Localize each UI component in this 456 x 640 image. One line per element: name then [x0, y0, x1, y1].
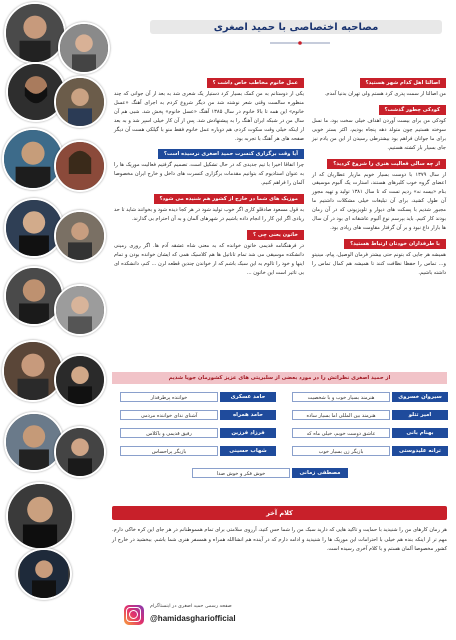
qa-abroad: [114, 192, 304, 224]
question-heading: اصالتا اهل کدام شهر هستید؟: [360, 78, 446, 88]
celebrity-opinion: هنرمند بسیار خوب و با شخصیت: [292, 392, 390, 402]
photo-column: [0, 0, 108, 595]
celebrity-opinion: آشنای ندای خواننده مردمی: [120, 410, 218, 420]
portrait-photo-1: [4, 2, 66, 64]
portrait-photo-14: [54, 426, 106, 478]
qa-origin: [312, 76, 446, 99]
qa-career-start: [312, 157, 446, 233]
portrait-photo-10: [54, 284, 106, 336]
answer-text: از سال ۱۳۷۹ با دوست بسیار خوبم مازیار عطاریان که از اعضای گروه خوب کلبرهای هستند، استارت یک آلبوم موسیقی بنام «بیسه نه» زدیم تست که تا سال ۱۳۸۱ تولید و تهیه مجوز آن طول کشید، برای آن تبلیغات خیلی مشکلات داشتیم ما مجبور شدیم با پسکت های دیوار و تلویزیونی که در آن زمان بودند کار کنیم. باید بپرسم نوع آلبوم عاشقانه ای بود در آن سال ها بازار داغ نبود و بر آن گرفتار مقاومت های زیادی بود.: [312, 171, 447, 231]
answer-text: چرا اتفاقا اخیرا با تیم جدیدی که در حال تشکیل است، تصمیم گرفتیم فعالیت موزیک ها را به عنوان استادیوم که بتوانیم مقدمات برگزاری کنسرت های داخل و خارج ایران مخصوصا آلمان را فراهم کنیم.: [114, 162, 304, 187]
celebrity-opinion: هنرمند بین المللی اما بسیار ساده: [292, 410, 390, 420]
portrait-photo-12: [54, 354, 106, 406]
question-heading: عمل خانوم مخاطب خاص داشت ؟: [207, 78, 304, 88]
question-heading: از چه سالی فعالیت هنری را شروع کردید؟: [327, 159, 446, 169]
celebrity-opinion: رفیق قدیمی و باکلاس: [120, 428, 218, 438]
answer-text: به قول مسعود صادقلو کاری اگر خوب تولید شود در هر کجا دیده شود و بخوانند شاید تا حد زیادی اگر این کار را انجام داده باشیم در شهرهای آلمان و به آن احترام بی گذارند.: [114, 207, 304, 223]
answer-text: یکی از دوستانم به من کمک بسیار کرد دستیار یک شعری شد به بعد از آن جوانی که چند منظوره سالست وقتی شعر نوشته شد من دیگر شروع کردم به اجرای آهنگ «عسل خانوم» این همه تا بالا خانوم در سال ۱۳۸۵ آهنگ «عسل خانوم» پخش شد. شبی هم آن سال من در شبکه ایران آهنگ را به پیشنهادش شد. پس از آن کار خیلی اسپر شد و به بعد از اینکه خیلی وقت سکوت کردم، هم دوباره عمل خانوم فقط منو با گیلکی هست آن دیگر صفحه های هر آهنگ با تجربه بود.: [114, 91, 304, 142]
title-ornament: [270, 40, 330, 46]
celebrity-opinion: خوش فکر و خوش صدا: [192, 468, 290, 478]
qa-fans: [312, 237, 446, 278]
qa-khatoon: [114, 228, 304, 278]
instagram-icon: [124, 605, 144, 625]
celebrity-name: حامد همراه: [220, 410, 276, 420]
question-heading: آیا وقت برگزاری کنسرت حمید اصغری نرسیده است؟: [158, 149, 304, 159]
portrait-photo-6: [54, 140, 106, 192]
question-heading: موزیک های شما در خارج از کشور هم شنیده می شود؟: [154, 194, 305, 204]
answer-text: در فرهنگنامه قدیمی خاتون خوانده که به معنی شاه عشقه آدم ها. اگر روزی زمینی دانشکده موسیقی می شد تمام تاناتیل ها هم کلاسیک همی که ایشان خوانده بودن و تمام اینها و خود را تالوم به این سبک باشم که از خواندن چندین قطعه لرن ... کنم، دانشکده ای بی تاثیر است این خاتون ...: [114, 242, 304, 276]
answer-text: کودکی من برای بیست آوردن اهداف خیلی سخت بود، ما نسل سوخته هستیم چون متولد دهه پنجاه بودیم، اکثر بستر خوبی برای ما جوانان فراهم بود بیشترطی رسیدن از این من یادم نیز جای بسیار باز کشته هستیم.: [312, 117, 446, 151]
conclusion-text: هر زمان کارهای من را شنیدید با حمایت و تاکید هایی که دارید سبک من را شما حس کنید، آرزوی سلامتی برای تمام همموطنانم در هر جای این کره خاکی دارم. مهم تر از اینکه بنده هم خیلی با احترامات این موزیک ها را شنیدید و ادامه دارم که در آینده هم انشاالله همراه و همسفر هنری شما باشم. ببخشید در خارج از کشور مخصوصا آلمان هستم و با کلام آخری رسیده است.: [112, 527, 447, 552]
question-heading: کودکی چطور گذشت؟: [379, 105, 446, 115]
celebrity-opinion: خواننده پرطرفدار: [120, 392, 218, 402]
portrait-photo-8: [54, 210, 106, 262]
portrait-photo-2: [58, 22, 110, 74]
article-title: مصاحبه اختصاصی با حمید اصغری: [213, 22, 379, 33]
qa-childhood: [312, 103, 446, 153]
portrait-photo-15: [6, 482, 74, 550]
qa-concert: [114, 147, 304, 188]
celebrity-table-title: از حمید اصغری نظراتش را در مورد بعضی از سلبریتی های عزیز کشورمان جویا شدیم: [112, 372, 447, 384]
middle-column: [114, 76, 304, 282]
answer-text: همیشه هر جایی که بتونم حتی بیشتر فرمان الوصیل، پیام، مینیتو و... تماس را حفظا نظافت کنند تا همیشه هم کمال تماس را داشته باشیم.: [312, 251, 446, 276]
instagram-handle[interactable]: @hamidasghariofficial: [150, 614, 236, 623]
instagram-caption: صفحه رسمی حمید اصغری در اینستاگرام: [150, 604, 232, 609]
celebrity-opinion: بازیگر پراحساس: [120, 446, 218, 456]
portrait-photo-16: [16, 548, 72, 600]
celebrity-name: حامد عسکری: [220, 392, 276, 402]
celebrity-opinion: بازیگر زن بسیار خوب: [292, 446, 390, 456]
conclusion-title: کلام آخر: [266, 509, 293, 517]
celebrity-name: فرزاد فرزین: [220, 428, 276, 438]
celebrity-opinion: عاشق دوست خوبم، خیلی ماه که: [292, 428, 390, 438]
celebrity-name: بهنام بانی: [392, 428, 448, 438]
answer-text: من اصالتا از سمت پدری کرد هستم ولی تهران بدنیا آمدم.: [324, 91, 446, 97]
celebrity-name: شهاب حسینی: [220, 446, 276, 456]
question-heading: خاتون یعنی چی ؟: [247, 230, 304, 240]
celebrity-name: سیروان خسروی: [392, 392, 448, 402]
portrait-photo-4: [54, 76, 106, 128]
qa-asal-khanoom: [114, 76, 304, 143]
celebrity-name: امیر تتلو: [392, 410, 448, 420]
celebrity-name: ترانه علیدوستی: [392, 446, 448, 456]
right-column: [312, 76, 446, 282]
celebrity-name: مصطفی زمانی: [292, 468, 348, 478]
question-heading: با طرفداران خودتان ارتباط هستید؟: [344, 239, 446, 249]
article-header: [150, 14, 442, 58]
instagram-footer: [124, 599, 274, 633]
